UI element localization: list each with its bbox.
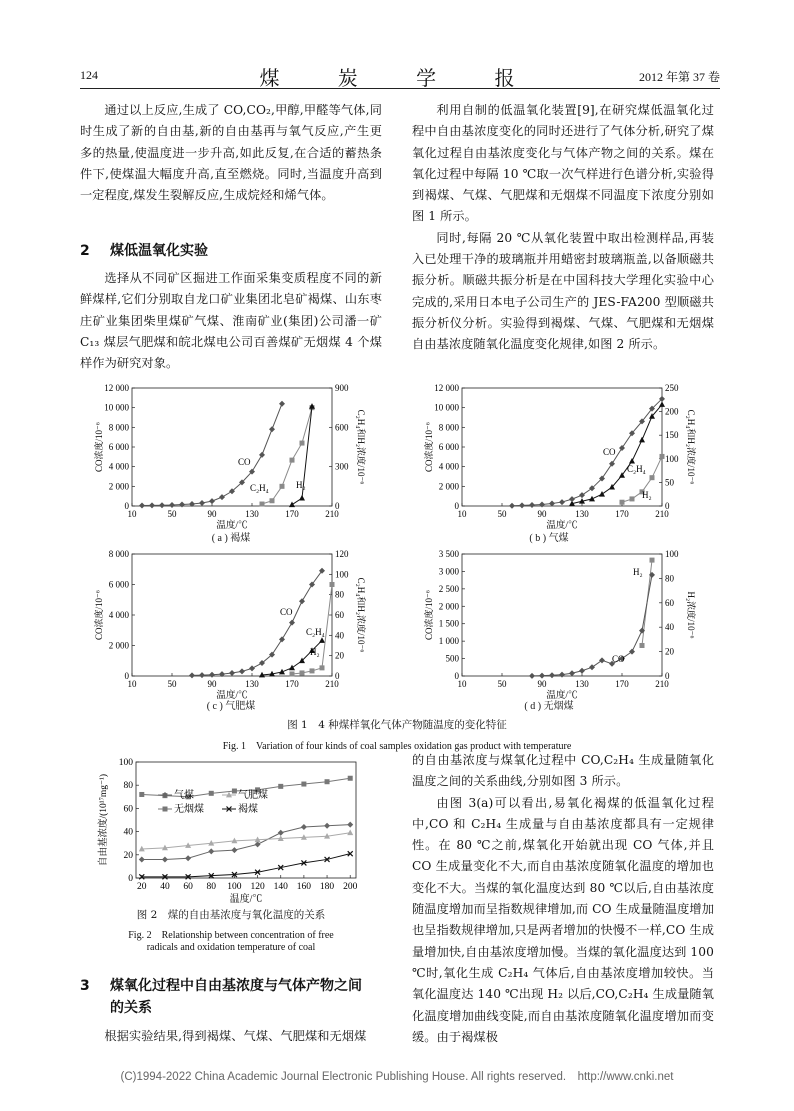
h2-point [620,500,625,505]
y2-tick-label: 80 [665,573,674,584]
series-label: CO [612,654,625,664]
series-point-0 [231,847,237,853]
y2-tick-label: 80 [335,589,344,600]
x-tick-label: 170 [285,679,299,689]
co-point [219,494,225,500]
y-tick-label: 12 000 [104,383,129,393]
y2-axis-label: C₂H₄和H₂浓度/10⁻⁶ [356,577,366,653]
x-tick-label: 50 [167,679,177,689]
y-tick-label: 2 000 [438,481,459,492]
series-point-2 [209,791,214,796]
y2-tick-label: 60 [665,597,674,608]
series-line-1 [142,833,350,849]
series-point-0 [139,856,145,862]
series-point-2 [139,792,144,797]
series-label: C₂H₄ [250,483,269,493]
series-label: H₂ [310,647,320,657]
x-tick-label: 50 [167,509,177,519]
paragraph: 由图 3(a)可以看出,易氧化褐煤的低温氧化过程中,CO 和 C₂H₄ 生成量与自由基浓度都具有一定规律性。在 80 ℃之前,煤氧化开始就出现 CO 气体,并且 CO 生成量变化不大,而自由基浓度随氧化温度的增加也变化不大。当煤的氧化温度达到 80 ℃以后,自由基浓度随温度增加而呈指数规律增加,而 CO 生成量随温度增加也呈指数规律增加,只是两者增加的快慢不一样,CO 生成量增加快,自由基浓度增加慢。当煤的氧化温度达到 100 ℃时,氧化生成 C₂H₄ 气体后,自由基浓度增加较快。当氧化温度达 140 ℃出现 H₂ 以后,CO,C₂H₄ 生成量随氧化温度增加曲线变陡,而自由基浓度随氧化温度增加而变缓。由于褐煤极 [412,795,714,1044]
left-column-section2 [80,268,382,374]
section-title: 煤低温氧化实验 [110,243,208,259]
co-point [519,502,525,508]
x-tick-label: 210 [325,679,339,689]
figure-1d-label: ( d ) 无烟煤 [524,701,574,712]
c2h4-point [659,401,665,407]
series-line-3 [142,854,350,877]
series-label: H₂ [642,490,652,500]
series-line-0 [142,825,350,860]
figure-1c-chart [96,546,366,700]
h2-point [330,582,335,587]
y-tick-label: 500 [445,653,459,664]
x-tick-label: 100 [227,882,242,892]
y-tick-label: 3 500 [438,549,459,559]
series-point-2 [232,789,237,794]
figure-2-caption-en-1: Fig. 2 Relationship between concentration of free [128,930,334,941]
y-tick-label: 0 [124,501,129,511]
x-tick-label: 160 [296,882,312,892]
paragraph: 根据实验结果,得到褐煤、气煤、气肥煤和无烟煤 [104,1029,367,1043]
x-tick-label: 140 [273,882,288,892]
issue-info: 2012 年第 37 卷 [638,70,720,84]
co-point [629,649,635,655]
section-number: 2 [80,243,90,259]
series-point-0 [301,824,307,830]
section-2-heading [80,240,382,260]
c2h4-point [319,637,325,643]
c2h4-point [270,498,275,503]
co-point [609,461,615,467]
series-label: H₂ [633,567,643,577]
legend-label: 气肥煤 [238,790,268,801]
y2-axis-label: H₂浓度/10⁻⁶ [686,591,696,639]
series-label: C₂H₄ [306,627,325,637]
figure-1a-label: ( a ) 褐煤 [211,533,251,544]
x-tick-label: 40 [160,882,170,892]
y-tick-label: 8 000 [108,549,129,559]
co-point [299,598,305,604]
co-point [169,502,175,508]
section-3-heading [80,975,382,1019]
co-point [569,670,575,676]
co-point [589,664,595,670]
y-tick-label: 40 [123,827,133,838]
h2-point [650,475,655,480]
series-point-1 [347,830,353,836]
y2-tick-label: 250 [665,383,679,393]
h2-point [650,558,655,563]
y-tick-label: 0 [128,874,133,884]
y-tick-label: 4 000 [438,461,459,472]
x-tick-label: 20 [137,882,147,892]
figure-1b-chart [406,380,696,531]
figure-2-caption: 图 2 煤的自由基浓度与氧化温度的关系 [136,909,326,921]
figure-2-caption-en-2: radicals and oxidation temperature of coal [146,942,316,953]
y-tick-label: 3 000 [438,566,459,577]
y-tick-label: 0 [454,501,459,511]
x-tick-label: 90 [207,509,217,519]
y-tick-label: 2 000 [438,601,459,612]
section-title-line2: 的关系 [110,1000,152,1016]
y-axis-label: CO浓度/10⁻⁶ [424,590,434,640]
co-point [559,672,565,678]
series-point-2 [325,779,330,784]
y2-tick-label: 0 [665,501,670,511]
x-axis-label: 温度/℃ [229,894,263,905]
h2-point [289,501,295,507]
y-axis-label: 自由基浓度/(10¹⁷mg⁻¹) [99,773,109,867]
h2-point [640,643,645,648]
y-tick-label: 10 000 [434,402,459,413]
series-point-0 [162,856,168,862]
journal-title: 煤 炭 学 报 [259,66,541,90]
x-tick-label: 90 [537,679,547,689]
y-tick-label: 2 000 [108,640,129,651]
plot-frame [462,388,662,506]
co-point [569,496,575,502]
y-tick-label: 2 500 [438,583,459,594]
x-tick-label: 50 [497,679,507,689]
series-point-0 [185,855,191,861]
series-point-0 [324,823,330,829]
co-point [559,499,565,505]
paragraph: 的自由基浓度与煤氧化过程中 CO,C₂H₄ 生成量随氧化温度之间的关系曲线,分别如图 3 所示。 [412,753,714,789]
section-title-line1: 煤氧化过程中自由基浓度与气体产物之间 [110,978,362,994]
right-column-top [412,100,714,356]
y2-tick-label: 200 [665,406,679,417]
co-point [289,620,295,626]
y2-tick-label: 20 [665,646,674,657]
section-number: 3 [80,978,90,994]
y2-tick-label: 600 [335,422,349,433]
co-point [619,445,625,451]
x-tick-label: 90 [207,679,217,689]
co-point [259,452,265,458]
y2-tick-label: 100 [335,569,349,580]
y2-tick-label: 0 [335,671,340,681]
h2-point [320,665,325,670]
plot-frame [462,554,662,676]
co-point [149,502,155,508]
y2-axis-label: C₂H₄和H₂浓度/10⁻⁶ [356,409,366,485]
co-point [579,668,585,674]
y-tick-label: 6 000 [108,579,129,590]
y2-tick-label: 300 [335,461,349,472]
y2-tick-label: 0 [665,671,670,681]
series-point-0 [255,841,261,847]
h2-point [660,454,665,459]
x-tick-label: 130 [245,679,259,689]
left-column-top [80,100,382,206]
y-tick-label: 12 000 [434,383,459,393]
x-tick-label: 10 [457,509,467,519]
legend-label: 气煤 [174,790,194,801]
x-tick-label: 90 [537,509,547,519]
co-point [209,498,215,504]
y-tick-label: 100 [118,758,133,768]
y2-tick-label: 120 [335,549,349,559]
plot-frame [136,762,356,878]
figure-2-chart [92,756,362,906]
x-axis-label: 温度/℃ [216,691,248,701]
x-tick-label: 10 [457,679,467,689]
co-point [529,502,535,508]
y-tick-label: 1 000 [438,636,459,647]
y-tick-label: 6 000 [438,442,459,452]
x-tick-label: 120 [250,882,265,892]
series-label: CO [280,607,293,617]
y-tick-label: 6 000 [108,442,129,452]
y2-tick-label: 900 [335,383,349,393]
y2-axis-label: C₂H₄和H₂浓度/10⁻⁶ [686,409,696,485]
legend-label: 褐煤 [238,804,258,815]
x-tick-label: 50 [497,509,507,519]
figure-1a-chart [96,380,366,530]
x-tick-label: 130 [245,509,259,519]
figure-1d-chart [406,546,696,701]
y-tick-label: 0 [454,671,459,681]
left-column-bottom [80,1026,382,1047]
legend-marker [163,807,168,812]
co-point [239,668,245,674]
y-tick-label: 4 000 [108,461,129,472]
right-column-bottom [412,750,714,1048]
co-point [269,426,275,432]
x-tick-label: 130 [575,509,589,519]
c2h4-point [639,437,645,443]
y-tick-label: 4 000 [108,610,129,620]
x-tick-label: 210 [655,509,669,519]
co-point [539,673,545,679]
series-point-2 [348,776,353,781]
figure-1-caption-en: Fig. 1 Variation of four kinds of coal samples oxidation gas product with temperature [222,741,572,752]
h2-point [299,495,305,501]
copyright-footer: (C)1994-2022 China Academic Journal Electronic Publishing House. All rights reserved. http://www.cnki.net [120,1071,674,1083]
co-point [539,502,545,508]
y2-tick-label: 40 [335,630,344,641]
y2-tick-label: 40 [665,622,674,633]
series-label: CO [603,447,616,457]
y2-tick-label: 0 [335,501,340,511]
series-point-0 [347,822,353,828]
c2h4-line [572,405,662,504]
c2h4-point [260,502,265,507]
c2h4-point [599,491,605,497]
y-axis-label: CO浓度/10⁻⁶ [424,422,434,472]
paragraph: 选择从不同矿区掘进工作面采集变质程度不同的新鲜煤样,它们分别取自龙口矿业集团北皂矿褐煤、山东枣庄矿业集团柴里煤矿气煤、淮南矿业(集团)公司潘一矿 C₁₃ 煤层气肥煤和皖北煤电公司百善煤矿无烟煤 4 个煤样作为研究对象。 [80,271,382,371]
y2-tick-label: 60 [335,610,344,620]
co-point [199,500,205,506]
y2-tick-label: 150 [665,430,679,441]
y2-tick-label: 100 [665,453,679,464]
x-axis-label: 温度/℃ [546,691,578,701]
series-point-0 [278,830,284,836]
co-line [532,575,652,676]
h2-point [290,671,295,676]
x-axis-label: 温度/℃ [216,521,248,531]
c2h4-point [300,441,305,446]
x-tick-label: 170 [615,679,629,689]
y-axis-label: CO浓度/10⁻⁶ [94,422,104,472]
co-point [179,502,185,508]
co-point [199,672,205,678]
co-point [229,670,235,676]
c2h4-point [289,665,295,671]
series-label: CO [238,457,251,467]
y-tick-label: 8 000 [108,422,129,433]
h2-point [310,668,315,673]
paragraph: 同时,每隔 20 ℃从氧化装置中取出检测样品,再装入已处理干净的玻璃瓶并用蜡密封玻璃瓶盖,以备顺磁共振分析。顺磁共振分析是在中国科技大学理化实验中心完成的,采用日本电子公司生产的 JES-FA200 型顺磁共振分析仪分析。实验得到褐煤、气煤、气肥煤和无烟煤自由基浓度随氧化温度变化规律,如图 2 所示。 [412,230,714,352]
y-tick-label: 1 500 [438,618,459,629]
series-point-0 [208,848,214,854]
co-point [579,492,585,498]
x-tick-label: 10 [127,679,137,689]
h2-point [300,670,305,675]
x-tick-label: 180 [319,882,335,892]
page-header [80,64,720,89]
y2-tick-label: 100 [665,549,679,559]
x-tick-label: 170 [615,509,629,519]
x-tick-label: 200 [343,882,358,892]
legend-label: 无烟煤 [174,804,204,815]
c2h4-point [280,484,285,489]
x-axis-label: 温度/℃ [546,521,578,531]
series-label: H₂ [296,480,306,490]
paragraph: 通过以上反应,生成了 CO,CO₂,甲醇,甲醛等气体,同时生成了新的自由基,新的自由基再与氧气反应,产生更多的热量,使温度进一步升高,如此反复,在合适的蓄热条件下,使煤温大幅度升高,直至燃烧。同时,当温度升高到一定程度,煤发生裂解反应,生成烷烃和烯气体。 [80,103,382,203]
x-tick-label: 130 [575,679,589,689]
x-tick-label: 170 [285,509,299,519]
y-tick-label: 10 000 [104,402,129,413]
co-point [209,672,215,678]
y-axis-label: CO浓度/10⁻⁶ [94,590,104,640]
co-point [529,673,535,679]
co-point [509,503,515,509]
c2h4-point [629,458,635,464]
co-point [139,503,145,509]
h2-point [630,496,635,501]
x-tick-label: 10 [127,509,137,519]
y2-tick-label: 50 [665,477,674,488]
co-point [159,502,165,508]
co-point [249,665,255,671]
y-tick-label: 60 [123,804,133,815]
y-tick-label: 80 [123,781,133,792]
x-tick-label: 80 [206,882,217,892]
y2-tick-label: 20 [335,650,344,661]
series-point-2 [278,784,283,789]
y-tick-label: 0 [124,671,129,681]
y-tick-label: 2 000 [108,481,129,492]
co-point [189,672,195,678]
y-tick-label: 8 000 [438,422,459,433]
x-tick-label: 210 [655,679,669,689]
c2h4-point [589,496,595,502]
y-tick-label: 20 [123,850,133,861]
x-tick-label: 60 [183,882,193,892]
x-tick-label: 210 [325,509,339,519]
paragraph: 利用自制的低温氧化装置[9],在研究煤低温氧化过程中自由基浓度变化的同时还进行了气体分析,研究了煤氧化过程自由基浓度变化与气体产物之间的关系。煤在氧化过程中每隔 10 ℃取一次气样进行色谱分析,实验得到褐煤、气煤、气肥煤和无烟煤不同温度下浓度分别如图 1 所示。 [412,103,714,224]
co-point [549,672,555,678]
c2h4-point [290,458,295,463]
co-point [279,636,285,642]
page-number: 124 [80,68,98,82]
co-point [279,401,285,407]
figure-1c-label: ( c ) 气肥煤 [206,701,256,712]
figure-1-caption: 图 1 4 种煤样氧化气体产物随温度的变化特征 [287,719,507,731]
series-label: C₂H₄ [627,464,646,474]
series-point-2 [301,782,306,787]
co-point [599,657,605,663]
figure-1b-label: ( b ) 气煤 [529,533,569,544]
